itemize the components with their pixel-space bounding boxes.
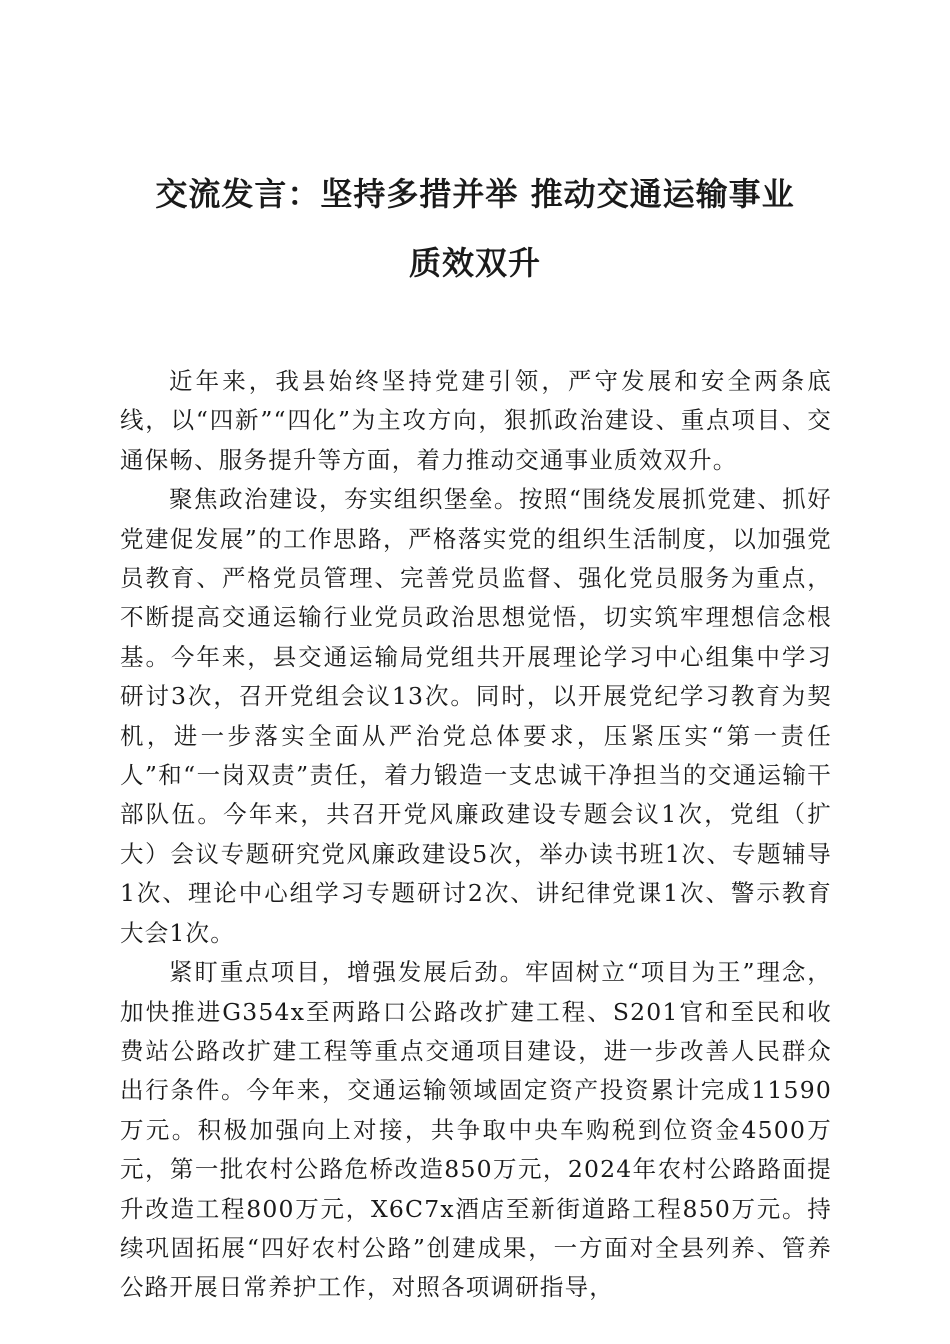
document-title-line-1: 交流发言：坚持多措并举 推动交通运输事业 (155, 175, 795, 213)
paragraph-intro: 近年来，我县始终坚持党建引领，严守发展和安全两条底线，以“四新”“四化”为主攻方向，狠抓政治建设、重点项目、交通保畅、服务提升等方面，着力推动交通事业质效双升。 (120, 367, 832, 474)
document-title-line-2: 质效双升 (408, 244, 541, 282)
paragraph-political-building: 聚焦政治建设，夯实组织堡垒。按照“围绕发展抓党建、抓好党建促发展”的工作思路，严格落实党的组织生活制度，以加强党员教育、严格党员管理、完善党员监督、强化党员服务为重点，不断提高交通运输行业党员政治思想觉悟，切实筑牢理想信念根基。今年来，县交通运输局党组共开展理论学习中心组集中学习研讨3次，召开党组会议13次。同时，以开展党纪学习教育为契机，进一步落实全面从严治党总体要求，压紧压实“第一责任人”和“一岗双责”责任，着力锻造一支忠诚干净担当的交通运输干部队伍。今年来，共召开党风廉政建设专题会议1次，党组（扩大）会议专题研究党风廉政建设5次，举办读书班1次、专题辅导1次、理论中心组学习专题研讨2次、讲纪律党课1次、警示教育大会1次。 (120, 485, 832, 947)
document-body (120, 362, 832, 1308)
paragraph-key-projects: 紧盯重点项目，增强发展后劲。牢固树立“项目为王”理念，加快推进G354x至两路口公路改扩建工程、S201官和至民和收费站公路改扩建工程等重点交通项目建设，进一步改善人民群众出行条件。今年来，交通运输领域固定资产投资累计完成11590万元。积极加强向上对接，共争取中央车购税到位资金4500万元，第一批农村公路危桥改造850万元，2024年农村公路路面提升改造工程800万元，X6C7x酒店至新街道路工程850万元。持续巩固拓展“四好农村公路”创建成果，一方面对全县列养、管养公路开展日常养护工作，对照各项调研指导， (120, 958, 832, 1302)
